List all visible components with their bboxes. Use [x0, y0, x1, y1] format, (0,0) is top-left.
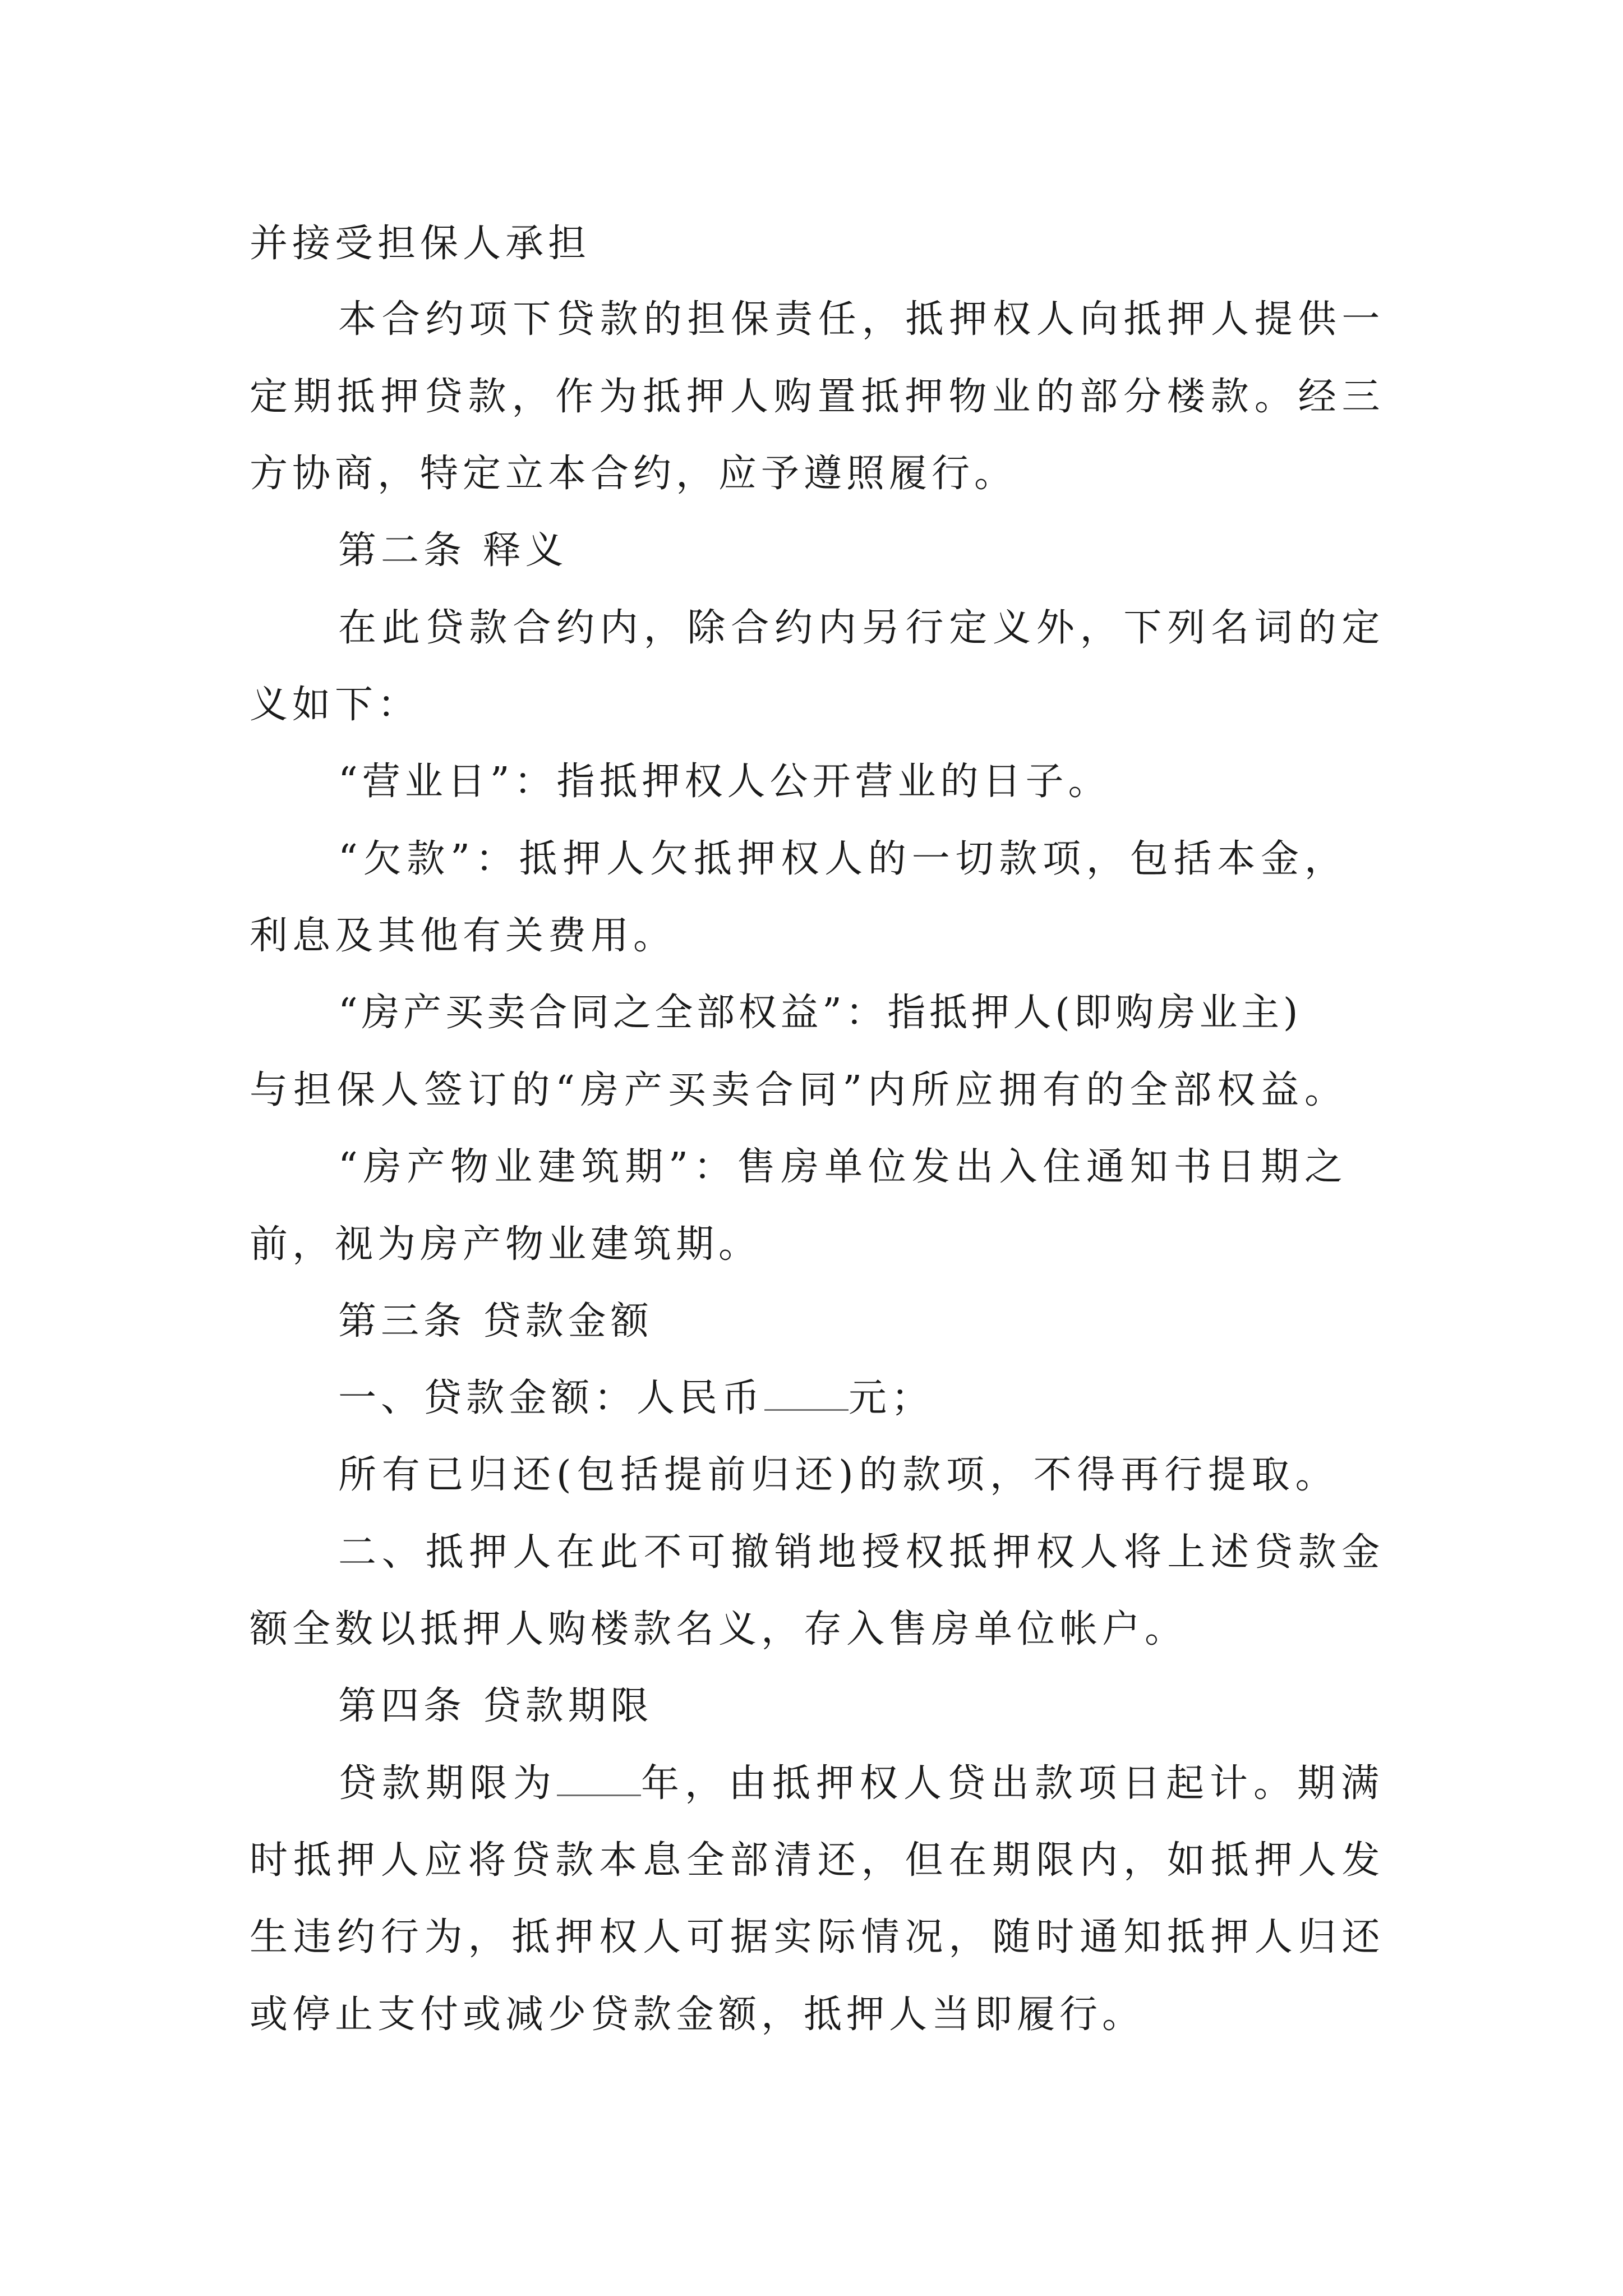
text-segment: 第二条 释义 [338, 528, 568, 573]
text-line [338, 1370, 934, 1427]
text-line [250, 1910, 1385, 1966]
text-line [338, 831, 1348, 887]
text-line [250, 1833, 1385, 1889]
text-segment: 并接受担保人承担 [250, 222, 591, 266]
text-segment: 前，视为房产物业建筑期。 [250, 1222, 762, 1267]
text-line [338, 1756, 1385, 1812]
text-segment: 本合约项下贷款的担保责任，抵押权人向抵押人提供一 [338, 297, 1386, 342]
text-line [250, 369, 1385, 425]
text-line [338, 1678, 653, 1734]
fill-in-blank [764, 1375, 849, 1411]
text-line [250, 446, 1017, 502]
text-line [338, 985, 1302, 1041]
text-line [338, 1139, 1348, 1195]
text-segment: “营业日”：指抵押权人公开营业的日子。 [338, 760, 1111, 804]
text-line [338, 1294, 653, 1350]
fill-in-blank [557, 1761, 641, 1796]
text-line [338, 600, 1385, 656]
text-segment: 方协商，特定立本合约，应予遵照履行。 [250, 452, 1017, 496]
text-segment: 在此贷款合约内，除合约内另行定义外，下列名词的定 [338, 606, 1386, 650]
text-segment: 与担保人签订的“房产买卖合同”内所应拥有的全部权益。 [250, 1068, 1348, 1112]
text-line [250, 216, 591, 272]
text-line [338, 292, 1385, 348]
text-line [338, 523, 568, 579]
text-segment: 或停止支付或减少贷款金额，抵押人当即履行。 [250, 1993, 1145, 2037]
text-segment: 义如下： [250, 683, 421, 727]
text-segment: 定期抵押贷款，作为抵押人购置抵押物业的部分楼款。经三 [250, 375, 1386, 419]
text-line [250, 1987, 1145, 2043]
text-segment: 一、贷款金额：人民币 [338, 1376, 765, 1420]
text-segment: 第三条 贷款金额 [338, 1299, 653, 1343]
text-segment: “房产买卖合同之全部权益”：指抵押人(即购房业主) [338, 991, 1302, 1035]
text-segment: “欠款”：抵押人欠抵押权人的一切款项，包括本金， [338, 837, 1348, 881]
text-segment: 第四条 贷款期限 [338, 1684, 653, 1728]
text-line [338, 754, 1111, 810]
text-segment: 利息及其他有关费用。 [250, 914, 676, 958]
text-line [338, 1525, 1385, 1581]
text-line [250, 1217, 761, 1273]
text-segment: 时抵押人应将贷款本息全部清还，但在期限内，如抵押人发 [250, 1838, 1386, 1883]
text-line [250, 908, 676, 964]
text-line [250, 1062, 1348, 1119]
text-line [250, 1602, 1187, 1658]
text-segment: 年，由抵押权人贷出款项日起计。期满 [641, 1761, 1385, 1806]
text-line [338, 1447, 1339, 1503]
text-line [250, 677, 420, 733]
text-segment: “房产物业建筑期”：售房单位发出入住通知书日期之 [338, 1145, 1348, 1189]
text-segment: 元； [849, 1376, 934, 1420]
text-segment: 额全数以抵押人购楼款名义，存入售房单位帐户。 [250, 1607, 1188, 1651]
text-segment: 所有已归还(包括提前归还)的款项，不得再行提取。 [338, 1453, 1339, 1497]
text-segment: 二、抵押人在此不可撤销地授权抵押权人将上述贷款金 [338, 1530, 1386, 1575]
text-segment: 生违约行为，抵押权人可据实际情况，随时通知抵押人归还 [250, 1915, 1386, 1959]
text-segment: 贷款期限为 [338, 1761, 557, 1806]
